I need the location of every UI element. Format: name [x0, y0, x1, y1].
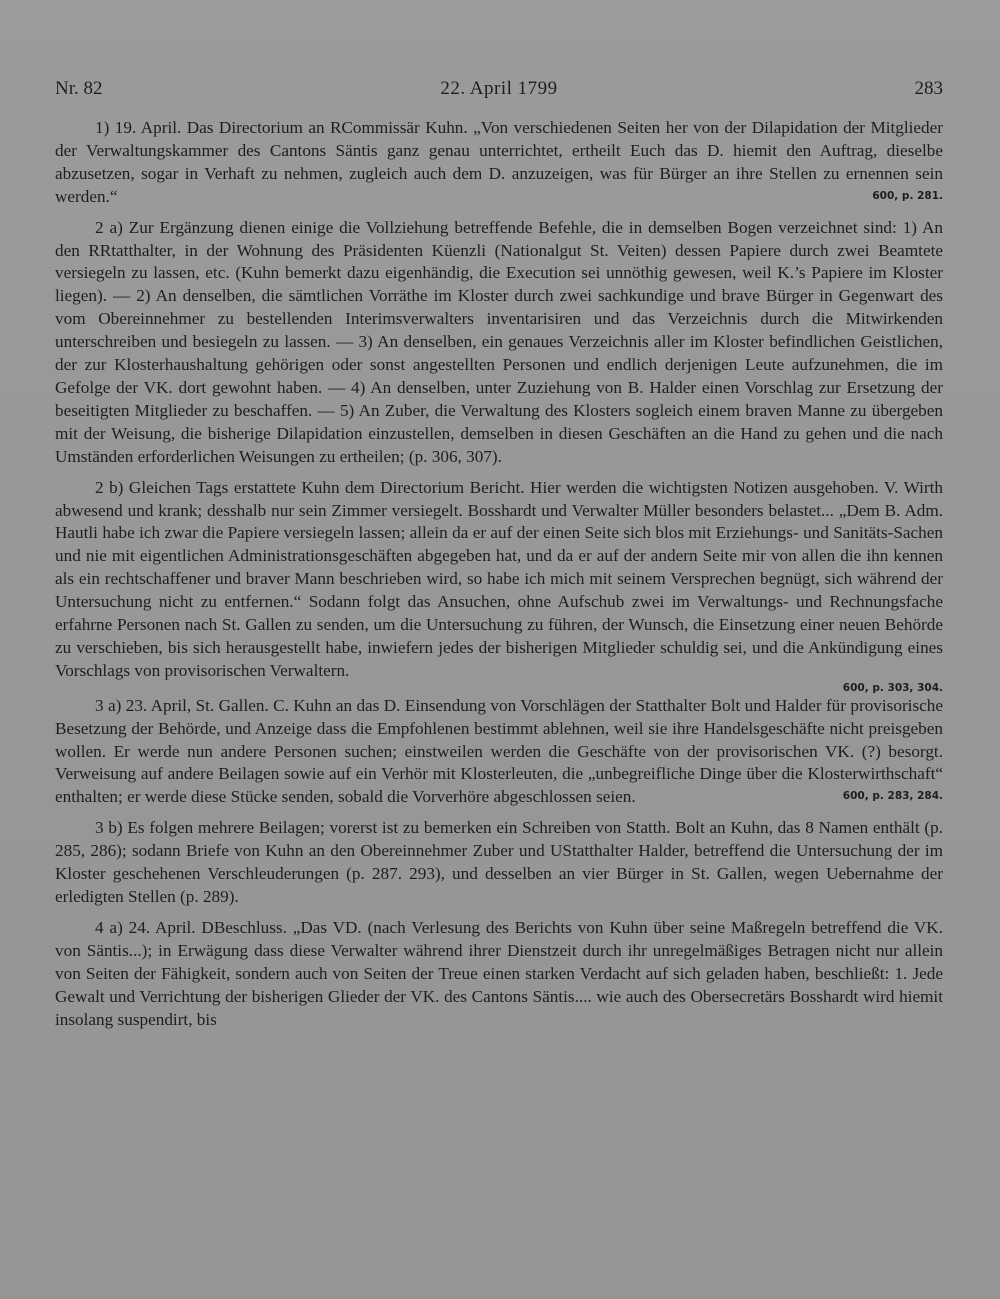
header-date: 22. April 1799 — [440, 78, 558, 99]
document-body — [55, 117, 943, 1031]
archive-reference: 600, p. 303, 304. — [842, 681, 943, 694]
page-header — [55, 78, 943, 102]
archive-reference: 600, p. 283, 284. — [842, 790, 943, 803]
paragraph-text: 2 b) Gleichen Tags erstattete Kuhn dem Directorium Bericht. Hier werden die wichtigsten Notizen ausgehoben. V. Wirth abwesend und krank; desshalb nur sein Zimmer versiegelt. Bosshardt und Verwalter Müller besonders belastet... „Dem B. Adm. Hautli habe ich zwar die Papiere versiegeln lassen; allein da er auf der einen Seite sich blos mit Erziehungs- und Sanitäts-Sachen und nie mit eigentlichen Administrationsgeschäften abgegeben hat, und da er auf der andern Seite mir von allen die ihn kennen als ein rechtschaffener und braver Mann beschrieben wird, so habe ich mich mit seinem Versprechen begnügt, sich während der Untersuchung nicht zu entfernen.“ Sodann folgt das Ansuchen, ohne Aufschub zwei im Verwaltungs- und Rechnungsfache erfahrne Personen nach St. Gallen zu senden, um die Untersuchung zu führen, der Wunsch, die Einsetzung einer neuen Behörde zu verschieben, bis sich herausgestellt habe, inwiefern jedes der bisherigen Mitglieder schuldig sei, und die Ankündigung eines Vorschlags von provisorischen Verwaltern. — [55, 477, 943, 680]
paragraph-1 — [55, 117, 943, 209]
paragraph-3b — [55, 817, 943, 909]
paragraph-text: 4 a) 24. April. DBeschluss. „Das VD. (nach Verlesung des Berichts von Kuhn über seine Maßregeln betreffend die VK. von Säntis...); in Erwägung dass diese Verwalter während ihrer Dienstzeit durch ihr unregelmäßiges Betragen nicht nur allein von Seiten der Fähigkeit, sondern auch von Seiten der Treue einen starken Verdacht auf sich geladen haben, beschließt: 1. Jede Gewalt und Verrichtung der bisherigen Glieder der VK. des Cantons Säntis.... wie auch des Obersecretärs Bosshardt wird hiemit insolang suspendirt, bis — [55, 917, 943, 1029]
paragraph-4a — [55, 917, 943, 1032]
paragraph-3a — [55, 695, 943, 810]
paragraph-text: 3 a) 23. April, St. Gallen. C. Kuhn an das D. Einsendung von Vorschlägen der Statthalter Bolt und Halder für provisorische Besetzung der Behörde, und Anzeige dass die Empfohlenen bestimmt ablehnen, weil sie ihre Handelsgeschäfte nicht preisgeben wollen. Er werde nun andere Personen suchen; einstweilen werden die Geschäfte von der provisorischen VK. (?) besorgt. Verweisung auf andere Beilagen sowie auf ein Verhör mit Klosterleuten, die „unbegreifliche Dinge über die Klosterwirthschaft“ enthalten; er werde diese Stücke senden, sobald die Vorverhöre abgeschlossen seien. — [55, 695, 943, 807]
page-number: 283 — [914, 78, 943, 99]
paragraph-2b — [55, 477, 943, 683]
paragraph-text: 3 b) Es folgen mehrere Beilagen; vorerst ist zu bemerken ein Schreiben von Statth. Bolt an Kuhn, das 8 Namen enthält (p. 285, 286); sodann Briefe von Kuhn an den Obereinnehmer Zuber und UStatthalter Halder, betreffend die Untersuchung der im Kloster geschehenen Verschleuderungen (p. 287. 293), und desselben an vier Bürger in St. Gallen, wegen Uebernahme der erledigten Stellen (p. 289). — [55, 818, 943, 906]
archive-reference: 600, p. 281. — [872, 189, 943, 202]
paragraph-text: 2 a) Zur Ergänzung dienen einige die Vollziehung betreffende Befehle, die in demselben Bogen verzeichnet sind: 1) An den RRtatthalter, in der Wohnung des Präsidenten Küenzli (Nationalgut St. Veiten) dessen Papiere durch zwei Beamtete versiegeln zu lassen, etc. (Kuhn bemerkt dazu eigenhändig, die Execution sei unnöthig gewesen, weil K.’s Papiere im Kloster liegen). — 2) An denselben, die sämtlichen Vorräthe im Kloster durch zwei sachkundige und brave Bürger in Gegenwart des vom Obereinnehmer zu bestellenden Interimsverwalters inventarisiren und das Verzeichnis durch die Mitwirkenden unterschreiben und besiegeln zu lassen. — 3) An denselben, ein genaues Verzeichnis aller im Kloster befindlichen Geistlichen, der zur Klosterhaushaltung gehörigen oder sonst angestellten Personen und endlich derjenigen Leute aufzunehmen, die im Gefolge der VK. dort gewohnt haben. — 4) An denselben, unter Zuziehung von B. Halder einen Vorschlag zur Ersetzung der beseitigten Mitglieder zu beschaffen. — 5) An Zuber, die Verwaltung des Klosters sogleich einem braven Manne zu übergeben mit der Weisung, die bisherige Dilapidation einzustellen, demselben in diesen Geschäften an die Hand zu gehen und die nach Umständen erforderlichen Weisungen zu ertheilen; (p. 306, 307). — [55, 217, 943, 466]
paragraph-2a — [55, 217, 943, 469]
document-number: Nr. 82 — [55, 78, 103, 99]
paragraph-text: 1) 19. April. Das Directorium an RCommissär Kuhn. „Von verschiedenen Seiten her von der Dilapidation der Mitglieder der Verwaltungskammer des Cantons Säntis ganz genau unterrichtet, ertheilt Euch das D. hiemit den Auftrag, dieselbe abzusetzen, sogar in Verhaft zu nehmen, zugleich auch dem D. anzuzeigen, was für Bürger an ihre Stellen zu ernennen sein werden.“ — [55, 118, 943, 206]
